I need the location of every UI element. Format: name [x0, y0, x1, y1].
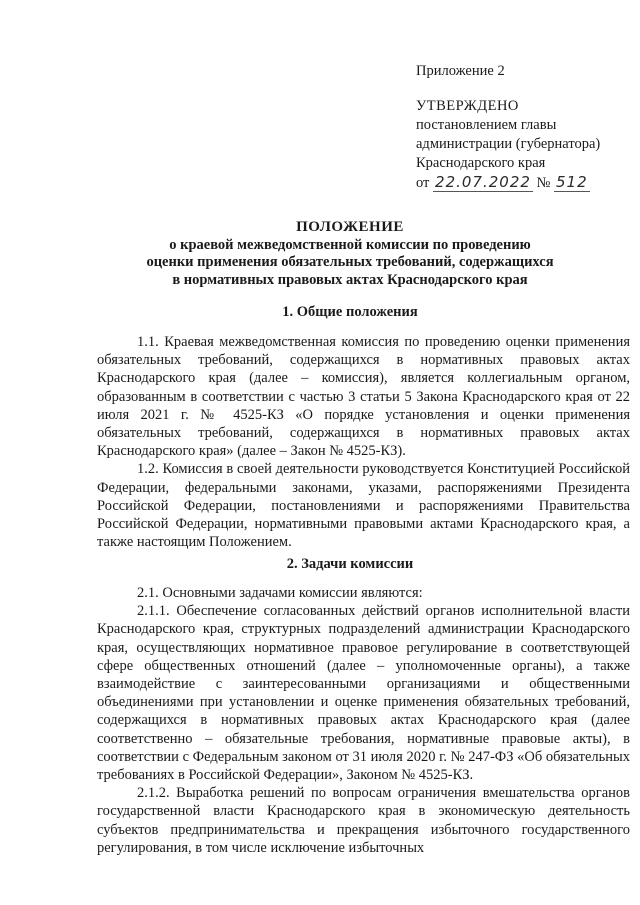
number-prefix: №: [536, 175, 551, 191]
decree-line: Краснодарского края: [416, 155, 546, 171]
paragraph: 1.1. Краевая межведомственная комиссия по проведению оценки применения обязательных требований, содержащихся в нормативных правовых актах Краснодарского края (далее – комиссия), является коллегиальным органом, образованным в соответствии с частью 3 статьи 5 Закона Краснодарского края от 22 июля 2021 г. № 4525-КЗ «О порядке установления и оценки применения обязательных требований, содержащихся в нормативных правовых актах Краснодарского края» (далее – Закон № 4525-КЗ).: [97, 334, 630, 460]
decree-date-line: [416, 173, 636, 193]
handwritten-date: 22.07.2022: [435, 173, 531, 191]
title-line: в нормативных правовых актах Краснодарского края: [172, 271, 528, 288]
paragraph: 1.2. Комиссия в своей деятельности руководствуется Конституцией Российской Федерации, федеральными законами, указами, распоряжениями Президента Российской Федерации, постановлениями и распоряжениями Правительства Российской Федерации, нормативными правовыми актами Краснодарского края, а также настоящим Положением.: [97, 461, 630, 551]
title-main: ПОЛОЖЕНИЕ: [296, 219, 404, 235]
date-prefix: от: [416, 175, 430, 191]
paragraph: 2.1.1. Обеспечение согласованных действий органов исполнительной власти Краснодарского края, структурных подразделений администрации Краснодарского края, осуществляющих нормативное правовое регулирование в соответствующей сфере общественных отношений (далее – уполномоченные органы), а также взаимодействие с заинтересованными организациями и общественными объединениями при установлении и оценке применения обязательных требований, содержащихся в нормативных правовых актах Краснодарского края (далее соответственно – обязательные требования, нормативные правовые акты), в соответствии с Федеральным законом от 31 июля 2020 г. № 247-ФЗ «Об обязательных требованиях в Российской Федерации», Законом № 4525-КЗ.: [97, 603, 630, 784]
handwritten-number: 512: [556, 173, 588, 191]
title-line: оценки применения обязательных требований, содержащихся: [146, 254, 554, 270]
decree-line: постановлением главы: [416, 117, 557, 133]
approval-stamp: [416, 62, 636, 193]
section-heading: 1. Общие положения: [282, 304, 418, 320]
title-line: о краевой межведомственной комиссии по проведению: [169, 236, 531, 253]
document-title: [60, 219, 640, 289]
appendix-label: Приложение 2: [416, 63, 505, 79]
section-heading: 2. Задачи комиссии: [286, 556, 414, 572]
decree-line: администрации (губернатора): [416, 136, 601, 152]
paragraph: 2.1.2. Выработка решений по вопросам ограничения вмешательства органов государственной власти Краснодарского края в экономическую деятельность субъектов предпринимательства и прекращения избыточного государственного регулирования, в том числе исключение избыточных: [97, 785, 630, 856]
paragraph: 2.1. Основными задачами комиссии являются:: [137, 585, 423, 601]
approved-label: УТВЕРЖДЕНО: [416, 98, 519, 114]
section-body: [97, 333, 630, 551]
section-body: [97, 584, 630, 857]
